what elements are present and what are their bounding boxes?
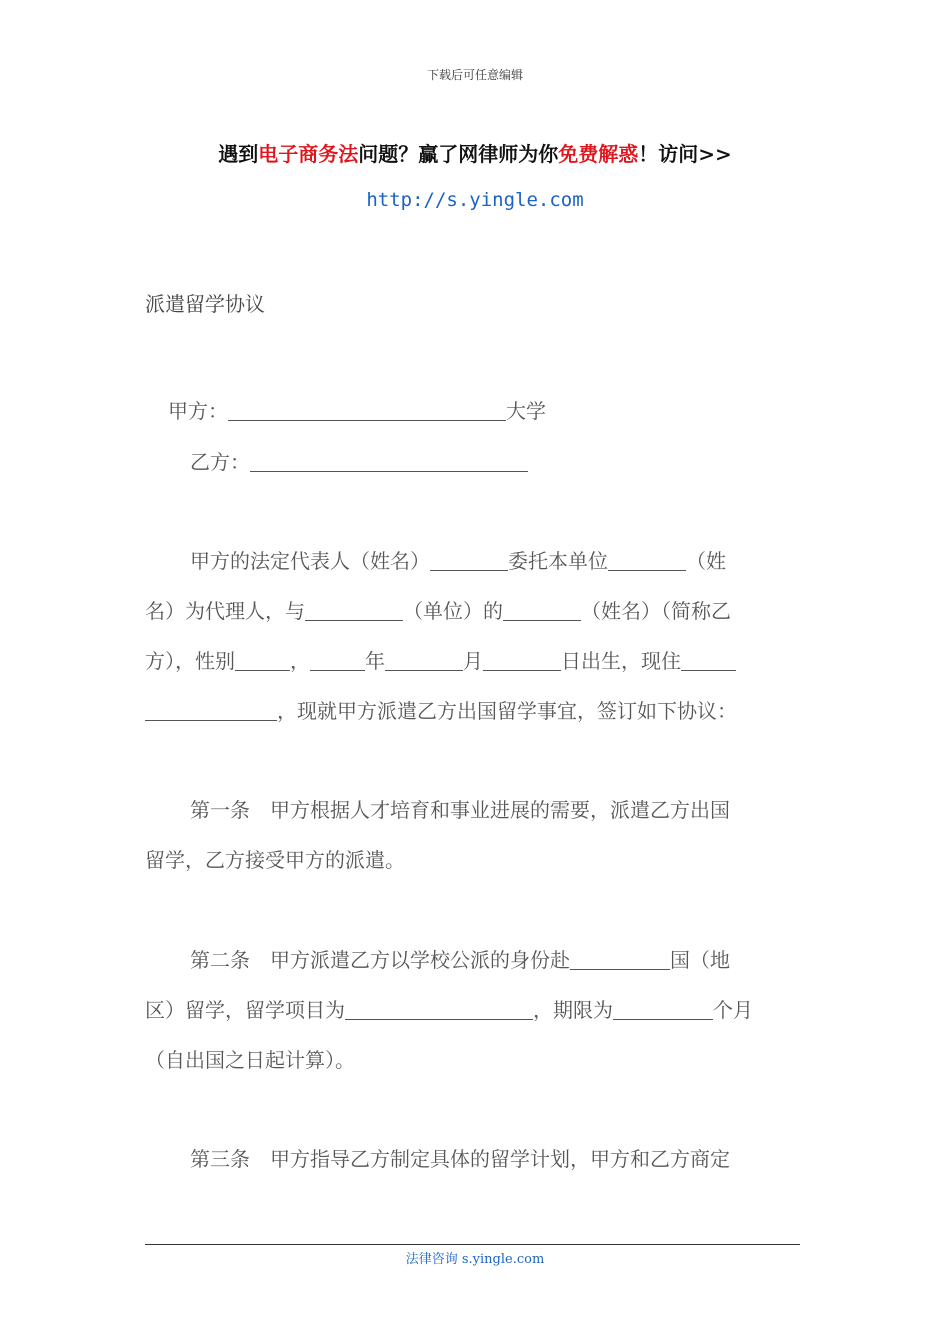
party-a-label: 甲方： — [168, 399, 228, 423]
article-2-line-1 — [145, 946, 805, 974]
blank-birth-year — [310, 650, 365, 671]
blank-rep-name — [430, 550, 508, 571]
intro-text: （姓 — [686, 549, 726, 573]
intro-text: （姓名）（简称乙 — [581, 599, 731, 623]
article-1-text: 第一条 甲方根据人才培育和事业进展的需要，派遣乙方出国 — [190, 798, 730, 822]
article-2-text: ，期限为 — [533, 998, 613, 1022]
blank-program — [345, 999, 533, 1020]
intro-line-1 — [145, 547, 805, 575]
intro-line-3 — [145, 647, 805, 675]
intro-text: （单位）的 — [403, 599, 503, 623]
blank-party-b-name — [503, 600, 581, 621]
ad-text-1: 遇到 — [218, 142, 259, 166]
header-note: 下载后可任意编辑 — [426, 68, 523, 82]
document-title: 派遣留学协议 — [145, 292, 265, 316]
party-b-label: 乙方： — [190, 450, 250, 474]
article-2-text: 区）留学，留学项目为 — [145, 998, 345, 1022]
ad-url-link[interactable]: http://s.yingle.com — [366, 189, 584, 211]
intro-text: ，现就甲方派遣乙方出国留学事宜，签订如下协议： — [277, 699, 737, 723]
party-a-suffix: 大学 — [506, 399, 546, 423]
blank-address-cont — [145, 700, 277, 721]
ad-highlight-ecommerce-law: 电子商务法 — [258, 142, 359, 166]
ad-banner[interactable] — [0, 138, 950, 167]
blank-country — [570, 949, 670, 970]
intro-line-2 — [145, 597, 805, 625]
blank-duration — [613, 999, 713, 1020]
intro-text: 月 — [463, 649, 483, 673]
article-2-text: 个月 — [713, 998, 753, 1022]
party-a-blank — [228, 400, 506, 421]
article-1-text: 留学，乙方接受甲方的派遣。 — [145, 848, 405, 872]
footer-link[interactable]: 法律咨询 s.yingle.com — [405, 1252, 545, 1267]
ad-highlight-free: 免费解惑 — [558, 142, 639, 166]
article-3-line-1 — [145, 1145, 805, 1173]
article-2-line-3 — [145, 1046, 805, 1074]
blank-birth-month — [385, 650, 463, 671]
article-3-text: 第三条 甲方指导乙方制定具体的留学计划，甲方和乙方商定 — [190, 1147, 730, 1171]
article-2-text: 第二条 甲方派遣乙方以学校公派的身份赴 — [190, 948, 570, 972]
intro-text: 名）为代理人，与 — [145, 599, 305, 623]
footer-divider — [145, 1244, 800, 1245]
intro-line-4 — [145, 697, 805, 725]
intro-text: 甲方的法定代表人（姓名） — [190, 549, 430, 573]
intro-text: 日出生，现住 — [561, 649, 681, 673]
ad-text-3: ！访问>> — [638, 142, 732, 166]
article-2-line-2 — [145, 996, 805, 1024]
article-2-text: （自出国之日起计算）。 — [145, 1048, 355, 1072]
party-b-blank — [250, 451, 528, 472]
ad-text-2: 问题？赢了网律师为你 — [358, 142, 559, 166]
blank-address — [681, 650, 736, 671]
blank-agent-name — [608, 550, 686, 571]
blank-unit — [305, 600, 403, 621]
intro-text: 方），性别 — [145, 649, 235, 673]
intro-text: ， — [290, 649, 310, 673]
article-1-line-2 — [145, 846, 805, 874]
article-2-text: 国（地 — [670, 948, 730, 972]
intro-text: 委托本单位 — [508, 549, 608, 573]
article-1-line-1 — [145, 796, 805, 824]
intro-text: 年 — [365, 649, 385, 673]
party-a-line — [168, 397, 828, 425]
blank-birth-day — [483, 650, 561, 671]
blank-gender — [235, 650, 290, 671]
party-b-line — [190, 448, 850, 476]
